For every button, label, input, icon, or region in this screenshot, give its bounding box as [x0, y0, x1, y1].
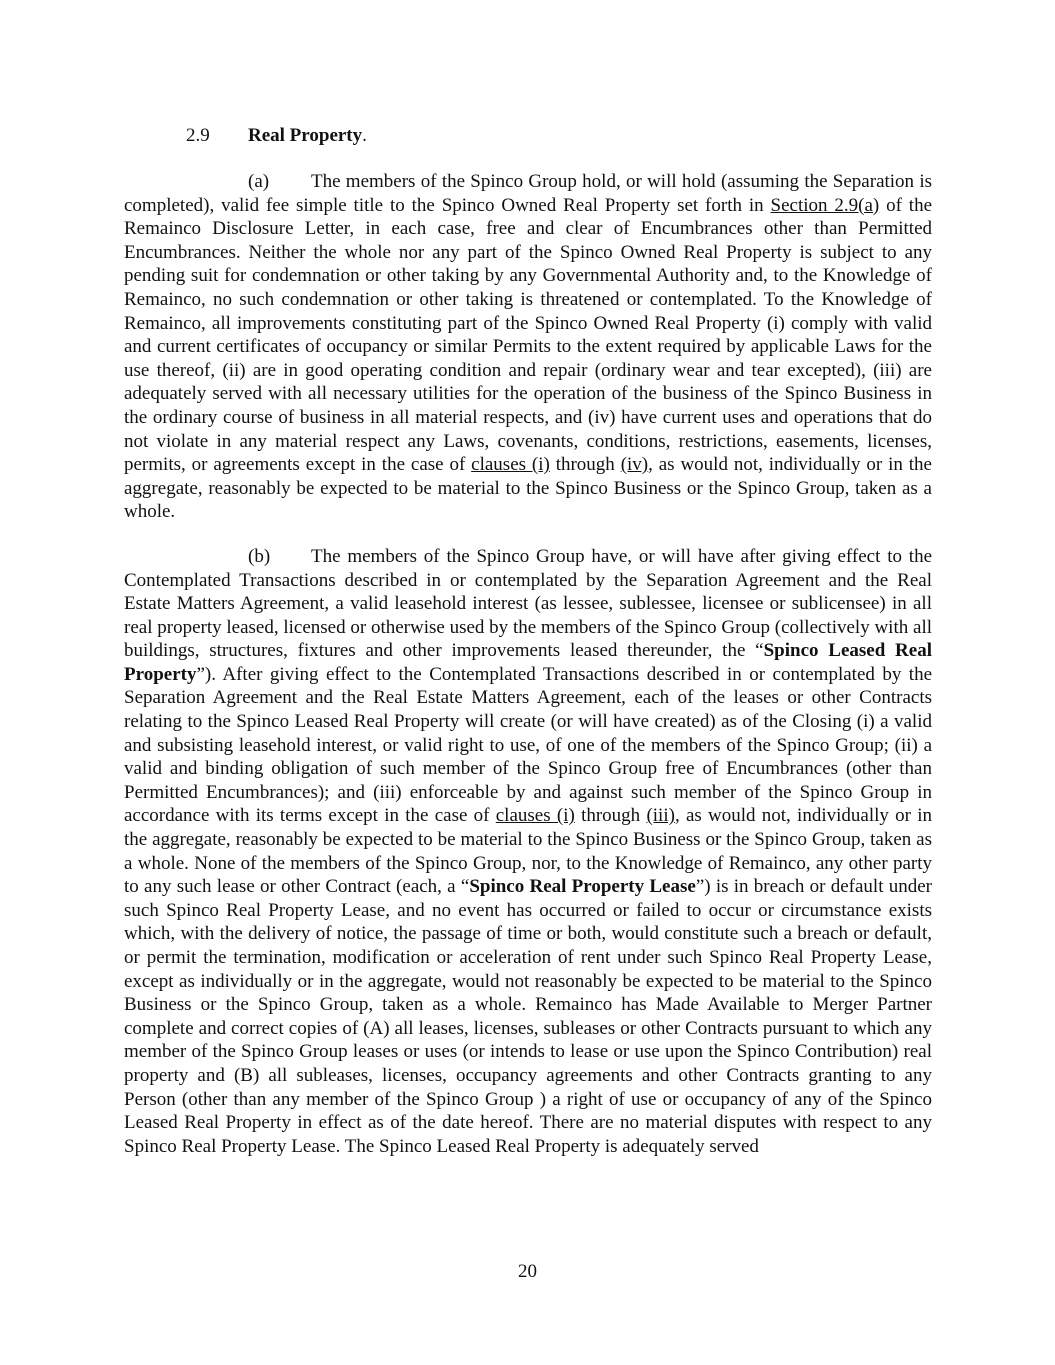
paragraph-b-text-4: , as would not, individually or in the aggregate, reasonably be expected to be material to the Spinco Business or the Spinco Group, taken as a whole. None of the members of the Spinco Group, nor, to the Knowledge of Remainco, any other party to any such lease or other Contract (each, a “ [124, 805, 932, 898]
clause-reference: (iii) [646, 805, 675, 827]
clause-reference: clauses (i) [495, 805, 575, 827]
paragraph-a-text-3: through [549, 454, 621, 476]
section-title-punctuation: . [362, 125, 367, 146]
paragraph-a [124, 170, 932, 524]
section-title: Real Property [248, 125, 363, 146]
defined-term: Spinco Leased Real Property [124, 640, 932, 685]
spacer [124, 524, 932, 545]
section-heading [124, 124, 932, 148]
spacer [124, 148, 932, 170]
paragraph-b-text-3: through [574, 805, 647, 827]
page-number: 20 [518, 1261, 537, 1282]
defined-term: Spinco Real Property Lease [469, 876, 696, 898]
section-number: 2.9 [186, 125, 210, 146]
section-reference-link: Section 2.9(a) [770, 194, 880, 216]
paragraph-b-text-2: ”). After giving effect to the Contemplated Transactions described in or contemplated by the Separation Agreement and the Real Estate Matters Agreement, each of the leases or other Contracts relating to the Spinco Leased Real Property will create (or will have created) as of the Closing (i) a valid and subsisting leasehold interest, or valid right to use, of one of the members of the Spinco Group; (ii) a valid and binding obligation of such member of the Spinco Group free of Encumbrances (other than Permitted Encumbrances); and (iii) enforceable by and against such member of the Spinco Group in accordance with its terms except in the case of [124, 663, 932, 827]
clause-reference: clauses (i) [471, 454, 550, 476]
paragraph-a-text-2: of the Remainco Disclosure Letter, in each case, free and clear of Encumbrances other than Permitted Encumbrances. Neither the whole nor any part of the Spinco Owned Real Property is subject to any pending suit for condemnation or other taking by any Governmental Authority and, to the Knowledge of Remainco, no such condemnation or other taking is threatened or contemplated. To the Knowledge of Remainco, all improvements constituting part of the Spinco Owned Real Property (i) comply with valid and current certificates of occupancy or similar Permits to the extent required by applicable Laws for the use thereof, (ii) are in good operating condition and repair (ordinary wear and tear excepted), (iii) are adequately served with all necessary utilities for the operation of the business of the Spinco Business in the ordinary course of business in all material respects, and (iv) have current uses and operations that do not violate in any material respect any Laws, covenants, conditions, restrictions, easements, licenses, permits, or agreements except in the case of [124, 194, 932, 476]
paragraph-a-text-1: The members of the Spinco Group hold, or will hold (assuming the Separation is completed), valid fee simple title to the Spinco Owned Real Property set forth in [124, 171, 932, 216]
paragraph-a-text-4: , as would not, individually or in the aggregate, reasonably be expected to be material to the Spinco Business or the Spinco Group, taken as a whole. [124, 454, 932, 523]
paragraph-b-text-5: ”) is in breach or default under such Spinco Real Property Lease, and no event has occurred or failed to occur or circumstance exists which, with the delivery of notice, the passage of time or both, would constitute such a breach or default, or permit the termination, modification or acceleration of rent under such Spinco Real Property Lease, except as individually or in the aggregate, would not reasonably be expected to be material to the Spinco Business or the Spinco Group, taken as a whole. Remainco has Made Available to Merger Partner complete and correct copies of (A) all leases, licenses, subleases or other Contracts pursuant to which any member of the Spinco Group leases or uses (or intends to lease or use upon the Spinco Contribution) real property and (B) all subleases, licenses, occupancy agreements and other Contracts granting to any Person (other than any member of the Spinco Group ) a right of use or occupancy of any of the Spinco Leased Real Property in effect as of the date hereof. There are no material disputes with respect to any Spinco Real Property Lease. The Spinco Leased Real Property is adequately served [124, 876, 932, 1157]
paragraph-b [124, 545, 932, 1158]
page-body [124, 124, 932, 1158]
paragraph-b-label: (b) [248, 545, 271, 567]
paragraph-b-text-1: The members of the Spinco Group have, or will have after giving effect to the Contemplated Transactions described in or contemplated by the Separation Agreement and the Real Estate Matters Agreement, a valid leasehold interest (as lessee, sublessee, licensee or sublicensee) in all real property leased, licensed or otherwise used by the members of the Spinco Group (collectively with all buildings, structures, fixtures and other improvements leased thereunder, the “ [124, 545, 932, 662]
paragraph-a-label: (a) [248, 171, 270, 192]
clause-reference: (iv) [620, 454, 649, 476]
